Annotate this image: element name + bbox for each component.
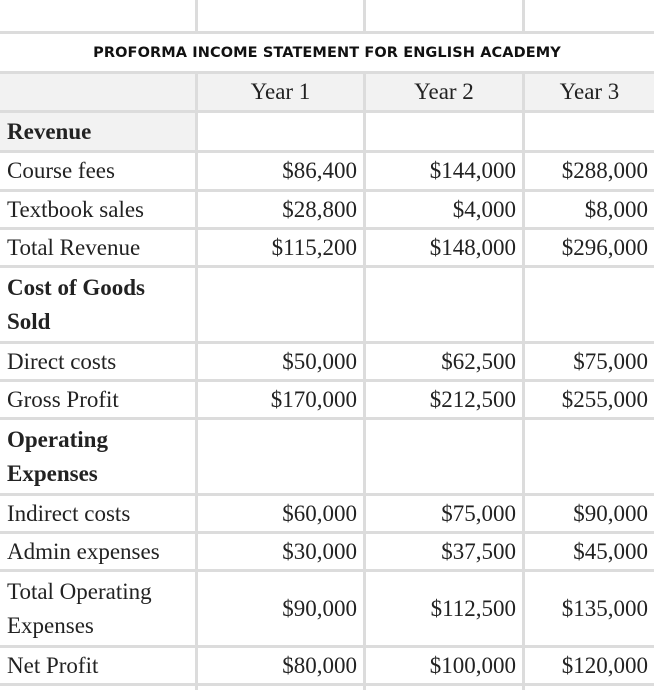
section-label-cogs: Cost of Goods Sold	[7, 274, 146, 334]
table-cell: $120,000	[561, 652, 648, 678]
table-cell: $62,500	[441, 348, 516, 374]
grid-line	[0, 683, 654, 686]
table-cell: $8,000	[584, 196, 648, 222]
table-title: PROFORMA INCOME STATEMENT FOR ENGLISH ACADEMY	[93, 45, 561, 61]
table-cell: $100,000	[429, 652, 516, 678]
grid-line	[195, 0, 198, 32]
row-label: Course fees	[7, 158, 115, 183]
section-label-operating-expenses: Operating Expenses	[7, 426, 108, 486]
column-header-year-1: Year 1	[250, 79, 311, 104]
table-cell: $4,000	[452, 196, 516, 222]
section-label-revenue: Revenue	[7, 118, 92, 144]
row-label: Gross Profit	[7, 386, 119, 412]
table-cell: $75,000	[573, 348, 648, 374]
row-label: Direct costs	[7, 348, 117, 374]
table-cell: $255,000	[561, 386, 648, 412]
table-cell: $115,200	[271, 234, 357, 260]
grid-line	[522, 0, 525, 32]
table-cell: $296,000	[561, 234, 648, 260]
column-header-year-2: Year 2	[414, 79, 474, 104]
table-cell: $75,000	[441, 500, 516, 526]
grid-line	[363, 0, 366, 32]
table-cell: $90,000	[573, 500, 648, 526]
table-cell: $112,500	[430, 595, 516, 621]
table-cell: $30,000	[282, 538, 357, 564]
column-header-year-3: Year 3	[559, 79, 620, 104]
table-cell: $60,000	[282, 500, 357, 526]
row-label: Indirect costs	[7, 500, 131, 526]
row-label: Total Revenue	[7, 234, 141, 260]
table-cell: $80,000	[282, 652, 357, 678]
table-cell: $90,000	[282, 595, 357, 621]
row-label: Net Profit	[7, 652, 99, 678]
table-cell: $45,000	[573, 538, 648, 564]
table-cell: $37,500	[441, 538, 516, 564]
table-cell: $50,000	[282, 348, 357, 374]
row-label: Total Operating Expenses	[7, 578, 152, 638]
table-cell: $144,000	[429, 158, 516, 183]
table-cell: $86,400	[282, 158, 357, 183]
table-cell: $28,800	[282, 196, 357, 222]
table-cell: $135,000	[561, 595, 648, 621]
table-cell: $212,500	[429, 386, 516, 412]
row-label: Textbook sales	[7, 196, 145, 222]
table-cell: $148,000	[429, 234, 516, 260]
table-cell: $170,000	[270, 386, 357, 412]
table-cell: $288,000	[561, 158, 648, 183]
row-label: Admin expenses	[7, 538, 160, 564]
